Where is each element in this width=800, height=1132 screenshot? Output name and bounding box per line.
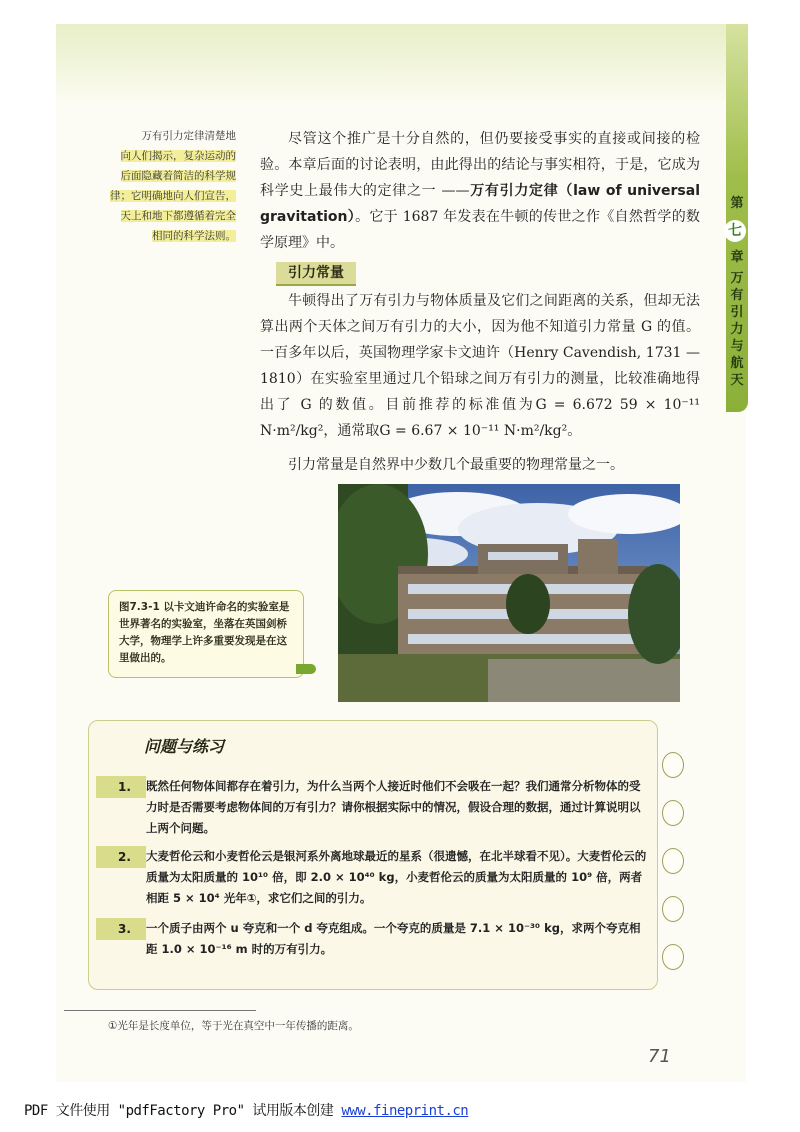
chapter-number-badge: 七 xyxy=(724,220,746,242)
paragraph-text: 。它于 1687 年发表在牛顿的传世之作《自然哲学的数学原理》中。 xyxy=(260,209,700,251)
laboratory-illustration xyxy=(338,484,680,702)
paragraph-text: 。 xyxy=(567,423,582,439)
footnote-divider xyxy=(64,1010,256,1011)
page-number: 71 xyxy=(648,1046,671,1067)
exercise-text: 大麦哲伦云和小麦哲伦云是银河系外离地球最近的星系（很遗憾，在北半球看不见）。大麦哲伦云的质量为太阳质量的 10¹⁰ 倍，即 2.0 × 10⁴⁰ kg，小麦哲伦云的质量为太阳质量的 10⁹ 倍，两者相距 5 × 10⁴ 光年①，求它们之间的引力。 xyxy=(146,849,647,905)
exercise-number: 2. xyxy=(118,850,131,864)
exercise-number: 3. xyxy=(118,922,131,936)
page-header-band xyxy=(56,24,728,100)
binder-ring-icon xyxy=(662,800,684,826)
margin-note-line: 后面隐藏着简洁的科学规 xyxy=(120,170,236,182)
paragraph-text: ，通常取 xyxy=(323,423,380,439)
binder-ring-icon xyxy=(662,896,684,922)
paragraph-gravitation-law xyxy=(260,126,700,256)
margin-note-line: 万有引力定律清楚地 xyxy=(141,130,236,142)
formula-common: G = 6.67 × 10⁻¹¹ N·m²/kg² xyxy=(379,423,568,439)
exercise-text: 既然任何物体间都存在着引力，为什么当两个人接近时他们不会吸在一起？我们通常分析物体的受力时是否需要考虑物体间的万有引力？请你根据实际中的情况，假设合理的数据，通过计算说明以上两个问题。 xyxy=(146,779,641,835)
binder-ring-icon xyxy=(662,752,684,778)
margin-note-line: 天上和地下都遵循着完全 xyxy=(120,210,236,222)
figure-caption: 图7.3-1 以卡文迪许命名的实验室是世界著名的实验室，坐落在英国剑桥大学，物理学上许多重要发现是在这里做出的。 xyxy=(108,590,304,678)
exercise-title: 问题与练习 xyxy=(144,737,225,756)
margin-note-line: 向人们揭示，复杂运动的 xyxy=(120,150,236,162)
cavendish-laboratory-photo xyxy=(338,484,680,702)
binder-ring-icon xyxy=(662,848,684,874)
paragraph-constant-importance: 引力常量是自然界中少数几个最重要的物理常量之一。 xyxy=(288,457,624,473)
chapter-title: 万有引力与航天 xyxy=(730,271,744,388)
law-term: 万有引力定律（law of universal gravitation） xyxy=(260,183,700,225)
watermark-link[interactable]: www.fineprint.cn xyxy=(341,1103,469,1119)
paragraph-gravitational-constant xyxy=(260,288,700,444)
binder-ring-icon xyxy=(662,944,684,970)
chapter-prefix: 第 xyxy=(730,196,744,211)
pdf-watermark xyxy=(24,1100,468,1120)
exercise-text: 一个质子由两个 u 夸克和一个 d 夸克组成。一个夸克的质量是 7.1 × 10⁻³⁰ kg，求两个夸克相距 1.0 × 10⁻¹⁶ m 时的万有引力。 xyxy=(146,921,641,956)
margin-note-line: 相同的科学法则。 xyxy=(152,230,236,242)
paragraph-text: 牛顿得出了万有引力与物体质量及它们之间距离的关系，但却无法算出两个天体之间万有引力的大小，因为他不知道引力常量 G 的值。一百多年以后，英国物理学家卡文迪许（Henry Cavendish, 1731 — 1810）在实验室里通过几个铅球之间万有引力的测量，比较准确地得出了 G 的数值。目前推荐的标准值为 xyxy=(260,293,700,413)
margin-note-line: 律；它明确地向人们宣告， xyxy=(110,190,236,202)
section-title: 引力常量 xyxy=(276,262,356,286)
caption-pointer-icon xyxy=(296,664,316,674)
watermark-text: PDF 文件使用 "pdfFactory Pro" 试用版本创建 xyxy=(24,1103,342,1119)
formula-standard: G = 6.672 59 × 10⁻¹¹ N·m²/kg² xyxy=(260,397,700,439)
exercise-number: 1. xyxy=(118,780,131,794)
footnote: ①光年是长度单位，等于光在真空中一年传播的距离。 xyxy=(108,1020,359,1032)
margin-note xyxy=(64,126,236,246)
chapter-suffix: 章 xyxy=(730,250,744,265)
paragraph-text: 尽管这个推广是十分自然的，但仍要接受事实的直接或间接的检验。本章后面的讨论表明，由此得出的结论与事实相符，于是，它成为科学史上最伟大的定律之一 —— xyxy=(260,131,700,199)
